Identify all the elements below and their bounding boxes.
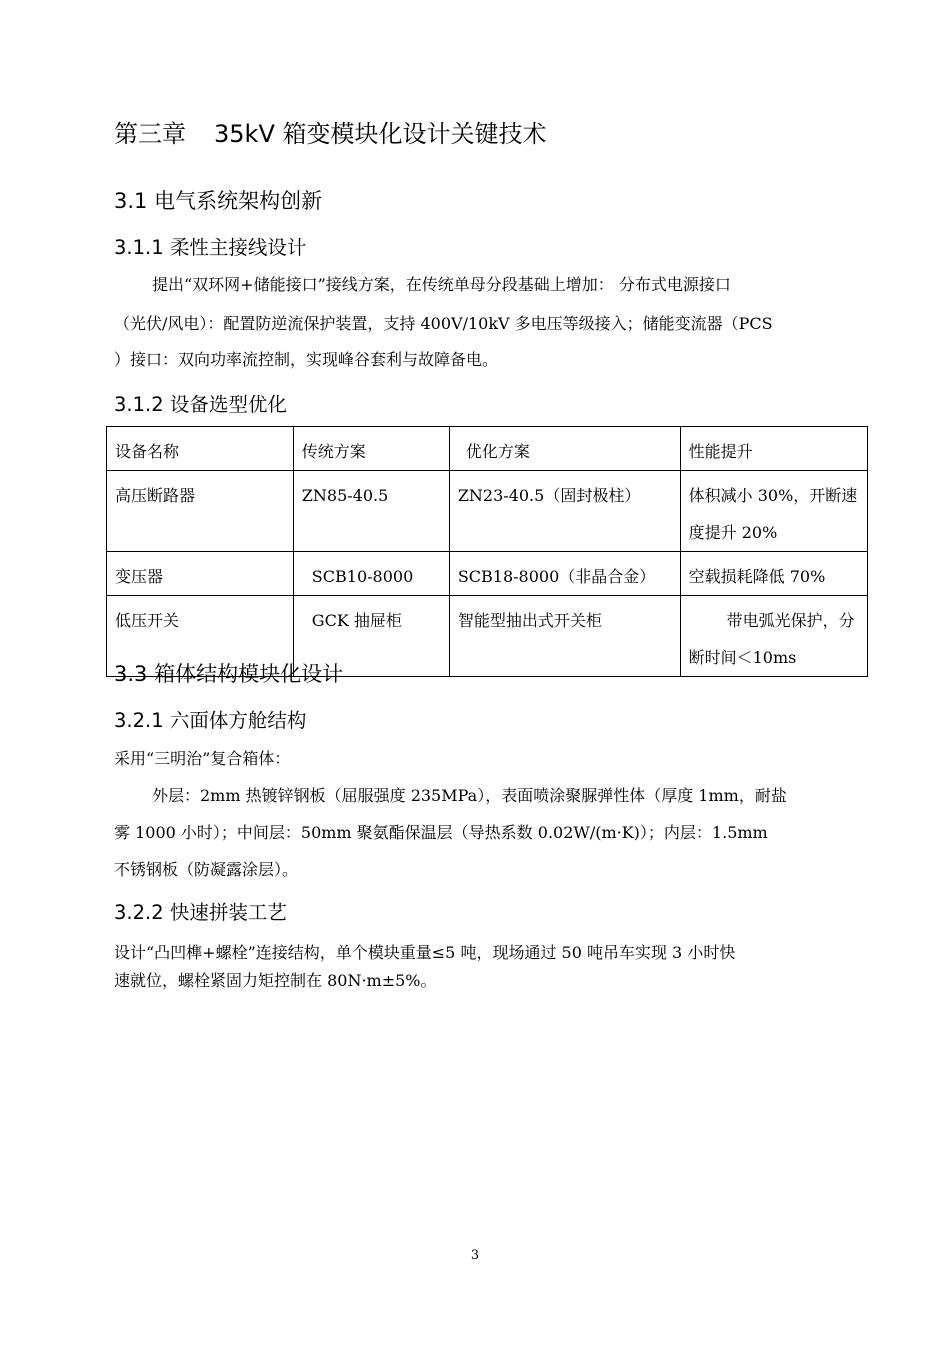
table-header-cell: 设备名称 <box>107 427 294 471</box>
table-cell: 低压开关 <box>107 596 294 677</box>
section-heading-3-1-2: 3.1.2 设备选型优化 <box>114 393 287 416</box>
section-heading-3-2-1: 3.2.1 六面体方舱结构 <box>114 709 307 732</box>
equipment-selection-table <box>106 426 868 677</box>
table-cell: 空载损耗降低 70% <box>680 552 867 596</box>
table-cell: 带电弧光保护，分断时间＜10ms <box>680 596 867 677</box>
section-heading-3-1-1: 3.1.1 柔性主接线设计 <box>114 236 307 259</box>
page-number: 3 <box>470 1248 480 1263</box>
table-row <box>107 471 868 552</box>
paragraph-line: 不锈钢板（防凝露涂层）。 <box>114 860 299 879</box>
table-cell: GCK 抽屉柜 <box>293 596 449 677</box>
section-heading-3-2-2: 3.2.2 快速拼装工艺 <box>114 901 287 924</box>
paragraph-line: 速就位，螺栓紧固力矩控制在 80N·m±5%。 <box>114 971 437 990</box>
chapter-number: 第三章 <box>114 120 186 148</box>
section-heading-3-3: 3.3 箱体结构模块化设计 <box>114 662 344 686</box>
table-header-cell: 性能提升 <box>680 427 867 471</box>
table-header-row <box>107 427 868 471</box>
paragraph-line: 采用“三明治”复合箱体： <box>114 749 291 768</box>
paragraph-line: 设计“凸凹榫+螺栓”连接结构，单个模块重量≤5 吨，现场通过 50 吨吊车实现 3 小时快 <box>114 943 736 962</box>
paragraph-line: 外层：2mm 热镀锌钢板（屈服强度 235MPa），表面喷涂聚脲弹性体（厚度 1mm，耐盐 <box>152 786 787 805</box>
table-cell: 体积减小 30%，开断速度提升 20% <box>680 471 867 552</box>
paragraph-line: 雾 1000 小时）；中间层：50mm 聚氨酯保温层（导热系数 0.02W/(m·K)）；内层：1.5mm <box>114 823 768 842</box>
table-cell: 变压器 <box>107 552 294 596</box>
table-cell: ZN85-40.5 <box>293 471 449 552</box>
paragraph-line: 提出“双环网+储能接口”接线方案，在传统单母分段基础上增加： 分布式电源接口 <box>152 275 731 294</box>
table-row <box>107 552 868 596</box>
table-header-cell: 传统方案 <box>293 427 449 471</box>
paragraph-line: （光伏/风电）：配置防逆流保护装置，支持 400V/10kV 多电压等级接入；储能变流器（PCS <box>114 314 773 333</box>
table-cell: SCB10-8000 <box>293 552 449 596</box>
paragraph-line: ）接口：双向功率流控制，实现峰谷套利与故障备电。 <box>114 350 499 369</box>
table-cell: ZN23-40.5（固封极柱） <box>449 471 680 552</box>
table-cell: SCB18-8000（非晶合金） <box>449 552 680 596</box>
table-cell: 智能型抽出式开关柜 <box>449 596 680 677</box>
chapter-title-text: 35kV 箱变模块化设计关键技术 <box>214 120 547 148</box>
section-heading-3-1: 3.1 电气系统架构创新 <box>114 189 323 213</box>
table-cell: 高压断路器 <box>107 471 294 552</box>
chapter-title <box>114 114 546 149</box>
table-header-cell: 优化方案 <box>449 427 680 471</box>
